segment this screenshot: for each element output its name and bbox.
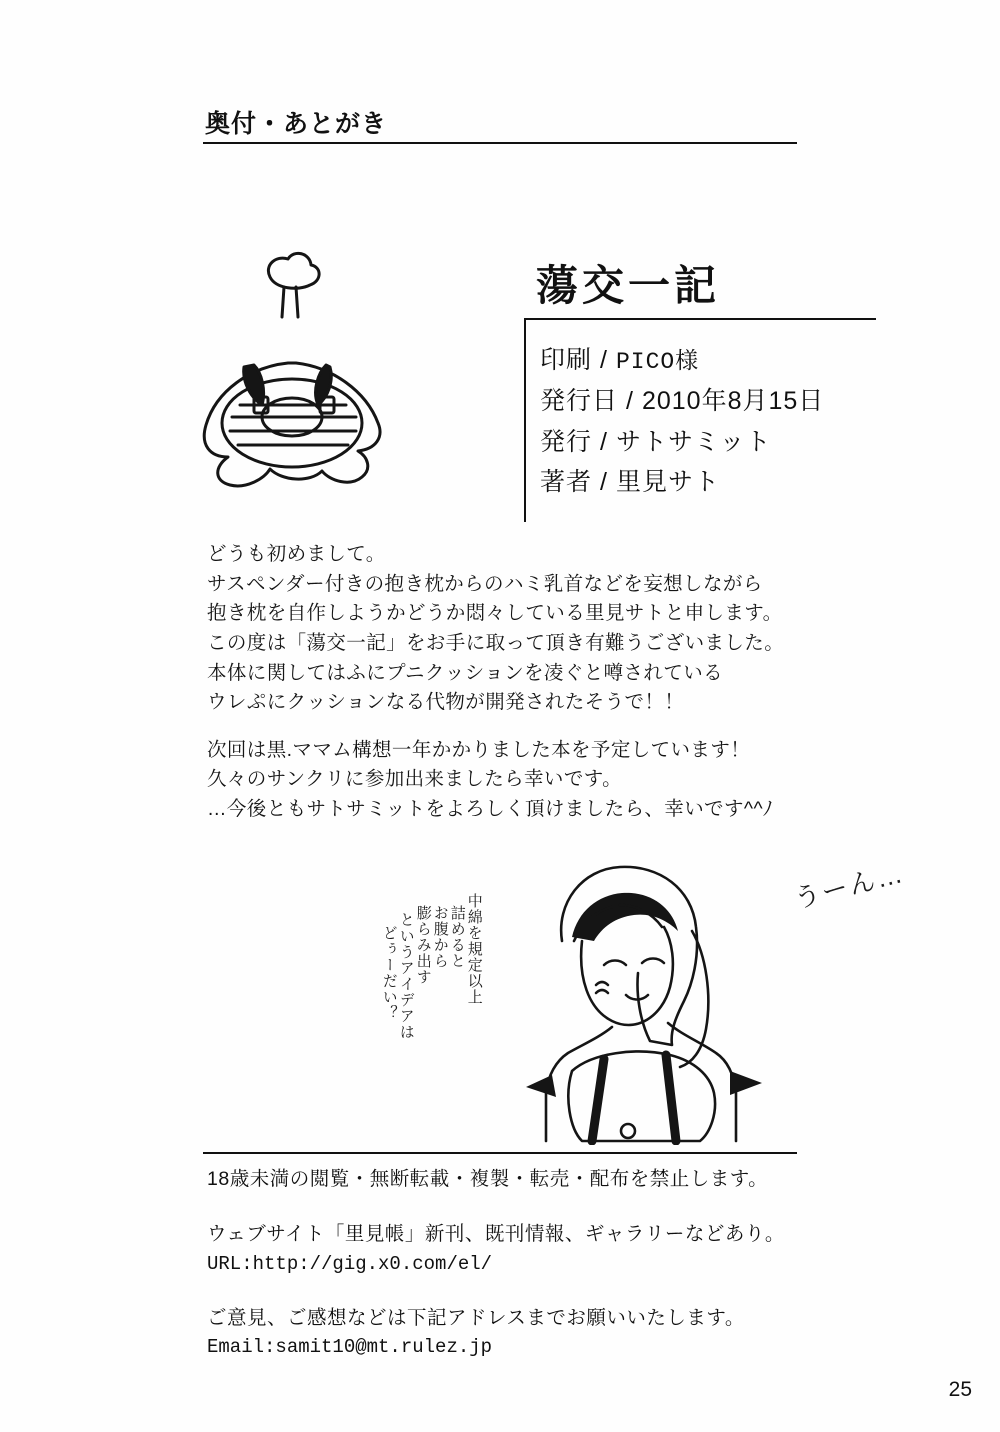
illustration-note: というアイデアは <box>397 912 415 1040</box>
colophon-label: 発行 <box>540 427 593 456</box>
illustration-note: お腹から <box>431 905 449 969</box>
work-title: 蕩交一記 <box>536 262 721 309</box>
afterword-line: 久々のサンクリに参加出来ましたら幸いです。 <box>207 768 622 791</box>
age-notice-text: 18歳未満の閲覧・無断転載・複製・転売・配布を禁止します。 <box>207 1168 769 1190</box>
page-number: 25 <box>948 1378 972 1401</box>
colophon-separator: / <box>600 468 608 497</box>
colophon-label: 印刷 <box>540 346 593 374</box>
afterword-line: 抱き枕を自作しようかどうか悶々している里見サトと申します。 <box>207 602 783 625</box>
illustration-note: 膨らみ出す <box>414 905 432 985</box>
colophon-separator: / <box>600 427 608 456</box>
colophon-row <box>540 462 940 503</box>
colophon-row <box>540 422 940 463</box>
illustration-note: 詰めると <box>448 905 466 969</box>
afterword-line: ウレぷにクッションなる代物が開発されたそうで！！ <box>207 691 685 714</box>
website-info <box>207 1220 847 1278</box>
sfx-text: うーん… <box>791 857 908 914</box>
afterword-line: どうも初めまして。 <box>207 543 386 565</box>
colophon-value: PICO様 <box>615 349 700 375</box>
footer-block <box>207 1165 847 1388</box>
colophon-row <box>540 340 940 381</box>
colophon-value: サトサミット <box>615 427 772 456</box>
colophon-block <box>540 340 940 503</box>
colophon-vertical-rule <box>524 318 526 522</box>
contact-email: Email:samit10@mt.rulez.jp <box>207 1336 493 1359</box>
colophon-label: 発行日 <box>540 387 619 416</box>
mascot-doodle <box>170 245 420 515</box>
title-divider <box>524 318 876 320</box>
afterword-line: …今後ともサトサミットをよろしく頂けましたら、幸いです^^ﾉ <box>207 798 774 820</box>
footer-divider <box>203 1152 797 1154</box>
colophon-row <box>540 381 940 422</box>
afterword-text <box>207 540 847 825</box>
colophon-value: 里見サト <box>615 468 720 497</box>
page-title: 奥付・あとがき <box>205 110 388 138</box>
paragraph-gap <box>207 718 847 736</box>
illustration-note: 中綿を規定以上 <box>465 893 483 1005</box>
website-text: ウェブサイト「里見帳」新刊、既刊情報、ギャラリーなどあり。 <box>207 1223 785 1246</box>
contact-info <box>207 1304 847 1362</box>
afterword-line: 次回は黒.ママム構想一年かかりました本を予定しています！ <box>207 738 751 761</box>
header-divider <box>203 142 797 144</box>
colophon-value: 2010年8月15日 <box>641 387 825 416</box>
afterword-line: 本体に関してはふにプニクッションを凌ぐと噂されている <box>207 661 724 684</box>
colophon-label: 著者 <box>540 468 593 497</box>
age-notice <box>207 1165 847 1194</box>
website-url: URL:http://gig.x0.com/el/ <box>207 1252 493 1275</box>
colophon-separator: / <box>600 346 608 374</box>
colophon-separator: / <box>626 387 634 416</box>
afterword-line: サスペンダー付きの抱き枕からのハミ乳首などを妄想しながら <box>207 572 763 595</box>
contact-text: ご意見、ご感想などは下記アドレスまでお願いいたします。 <box>207 1307 745 1329</box>
afterword-line: この度は「蕩交一記」をお手に取って頂き有難うございました。 <box>207 631 785 654</box>
illustration-note: どぅーだい？ <box>380 925 398 1021</box>
